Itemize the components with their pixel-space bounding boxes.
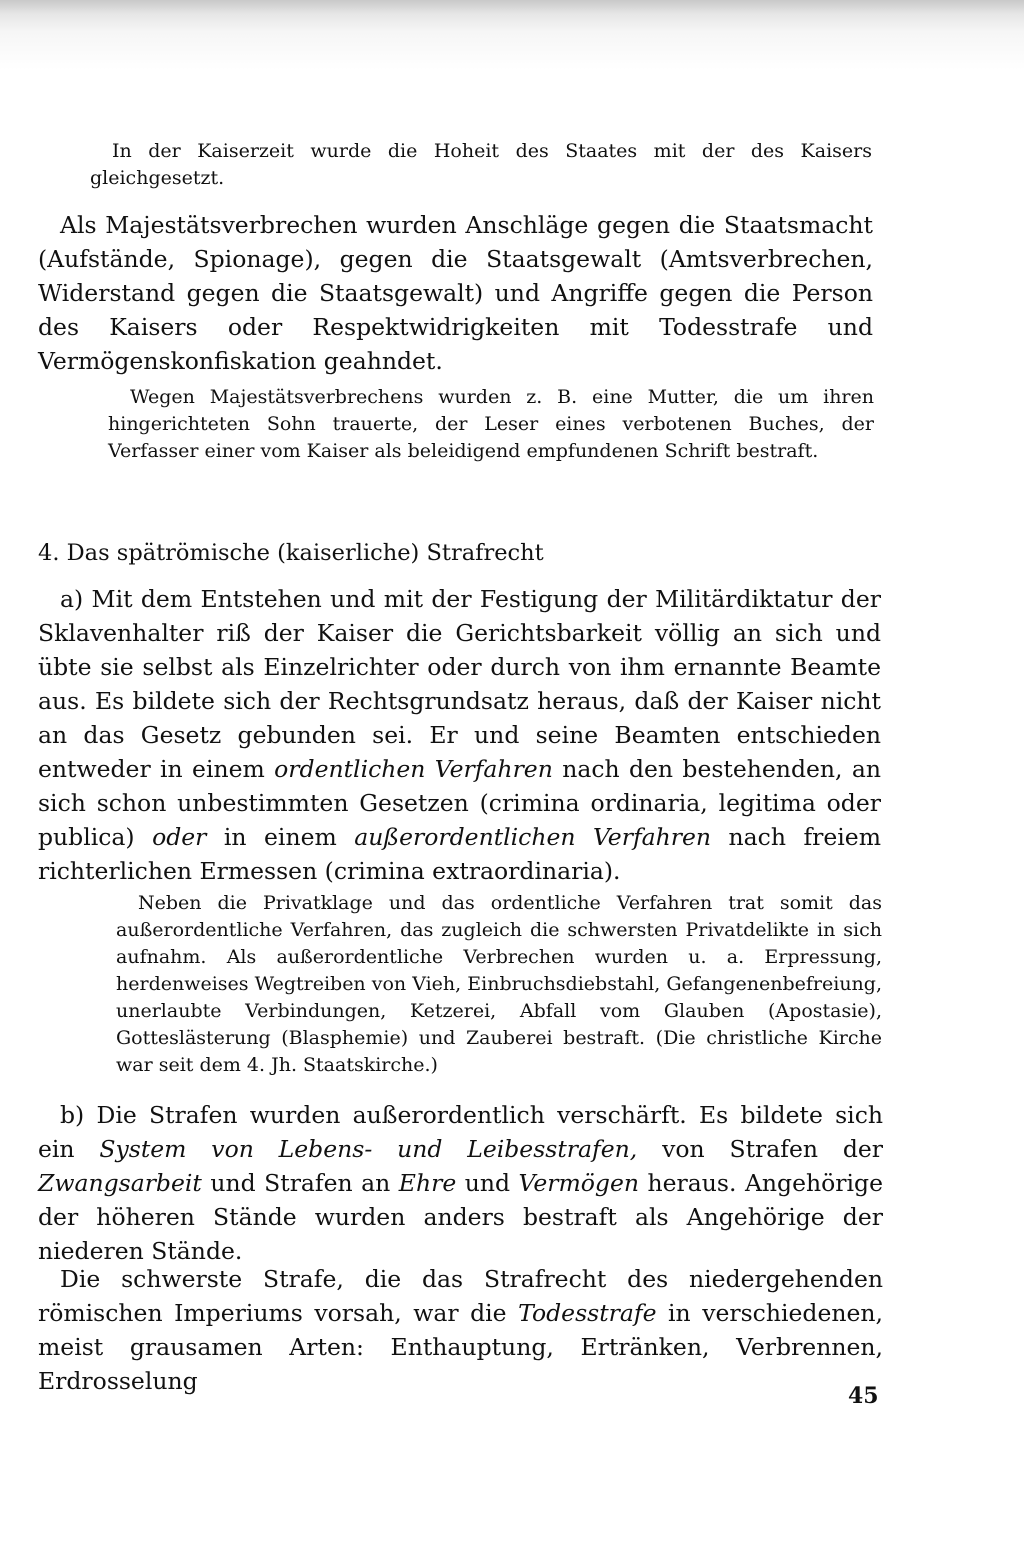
note-ausserordentliche-verbrechen: Neben die Privatklage und das ordentliche Verfahren trat somit das außerordentliche Verfahren, das zugleich die schwersten Privatdelikte in sich aufnahm. Als außerordentliche Verbrechen wurden u. a. Erpressung, herdenweises Wegtreiben von Vieh, Einbruchsdiebstahl, Gefangenenbefreiung, unerlaubte Verbindungen, Ketzerei, Abfall vom Glauben (Apostasie), Gotteslästerung (Blasphemie) und Zauberei bestraft. (Die christliche Kirche war seit dem 4. Jh. Staatskirche.) — [116, 892, 882, 1076]
para-b-italic-system: System von Lebens- und Leibesstrafen, — [99, 1135, 638, 1163]
para-b-text-3: und Strafen an — [201, 1169, 399, 1197]
paragraph-a-kaiserliche-gerichtsbarkeit — [38, 582, 881, 888]
para-a-text-1: a) Mit dem Entstehen und mit der Festigung der Militärdiktatur der Sklavenhalter riß der Kaiser die Gerichtsbarkeit völlig an sich und übte sie selbst als Einzelrichter oder durch von ihm ernannte Beamte aus. Es bildete sich der Rechtsgrundsatz heraus, daß der Kaiser nicht an das Gesetz gebunden sei. Er und seine Beamten entschieden entweder in einem — [38, 585, 881, 783]
paragraph-b-strafen — [38, 1098, 883, 1268]
para-a-italic-oder: oder — [152, 823, 207, 851]
para-a-text-3: in einem — [206, 823, 355, 851]
note-kaiserzeit-text: In der Kaiserzeit wurde die Hoheit des Staates mit der des Kaisers gleichgesetzt. — [90, 140, 872, 189]
para-c-italic-todesstrafe: Todesstrafe — [518, 1299, 657, 1327]
para-b-text-2: von Strafen der — [637, 1135, 884, 1163]
note-kaiserzeit — [90, 138, 872, 192]
paragraph-majestaetsverbrechen: Als Majestätsverbrechen wurden Anschläge gegen die Staatsmacht (Aufstände, Spionage), gegen die Staatsgewalt (Amtsverbrechen, Widerstand gegen die Staatsgewalt) und Angriffe gegen die Person des Kaisers oder Respektwidrigkeiten mit Todesstrafe und Vermögenskonfiskation geahndet. — [38, 211, 873, 375]
page-number: 45 — [848, 1383, 879, 1409]
para-c-text-1: Die schwerste Strafe, die das Strafrecht des niedergehenden römischen Imperiums vorsah, war die — [38, 1265, 883, 1327]
para-a-text-4: nach freiem richterlichen Ermessen (crimina extraordinaria). — [38, 823, 881, 885]
para-b-text-5: heraus. Angehörige der höheren Stände wurden anders bestraft als Angehörige der niederen Stände. — [38, 1169, 883, 1265]
para-b-italic-vermoegen: Vermögen — [518, 1169, 640, 1197]
para-b-text-4: und — [456, 1169, 519, 1197]
para-a-text-2: nach den bestehenden, an sich schon unbestimmten Gesetzen (crimina ordinaria, legitima oder publica) — [38, 755, 881, 851]
para-a-italic-ordentliches-verfahren: ordentlichen Verfahren — [274, 755, 553, 783]
para-a-italic-ausserordentliches-verfahren: außerordentlichen Verfahren — [354, 823, 712, 851]
para-b-text-1: b) Die Strafen wurden außerordentlich verschärft. Es bildete sich ein — [38, 1101, 883, 1163]
note-majestaetsverbrechen-examples: Wegen Majestätsverbrechens wurden z. B. eine Mutter, die um ihren hingerichteten Sohn trauerte, der Leser eines verbotenen Buches, der Verfasser einer vom Kaiser als beleidigend empfundenen Schrift bestraft. — [108, 386, 874, 462]
section-heading: 4. Das spätrömische (kaiserliche) Strafrecht — [38, 540, 544, 566]
paragraph-todesstrafe — [38, 1262, 883, 1398]
para-b-italic-zwangsarbeit: Zwangsarbeit — [38, 1169, 202, 1197]
para-b-italic-ehre: Ehre — [398, 1169, 457, 1197]
para-c-text-2: in verschiedenen, meist grausamen Arten: Enthauptung, Ertränken, Verbrennen, Erdrosselung — [38, 1299, 883, 1395]
